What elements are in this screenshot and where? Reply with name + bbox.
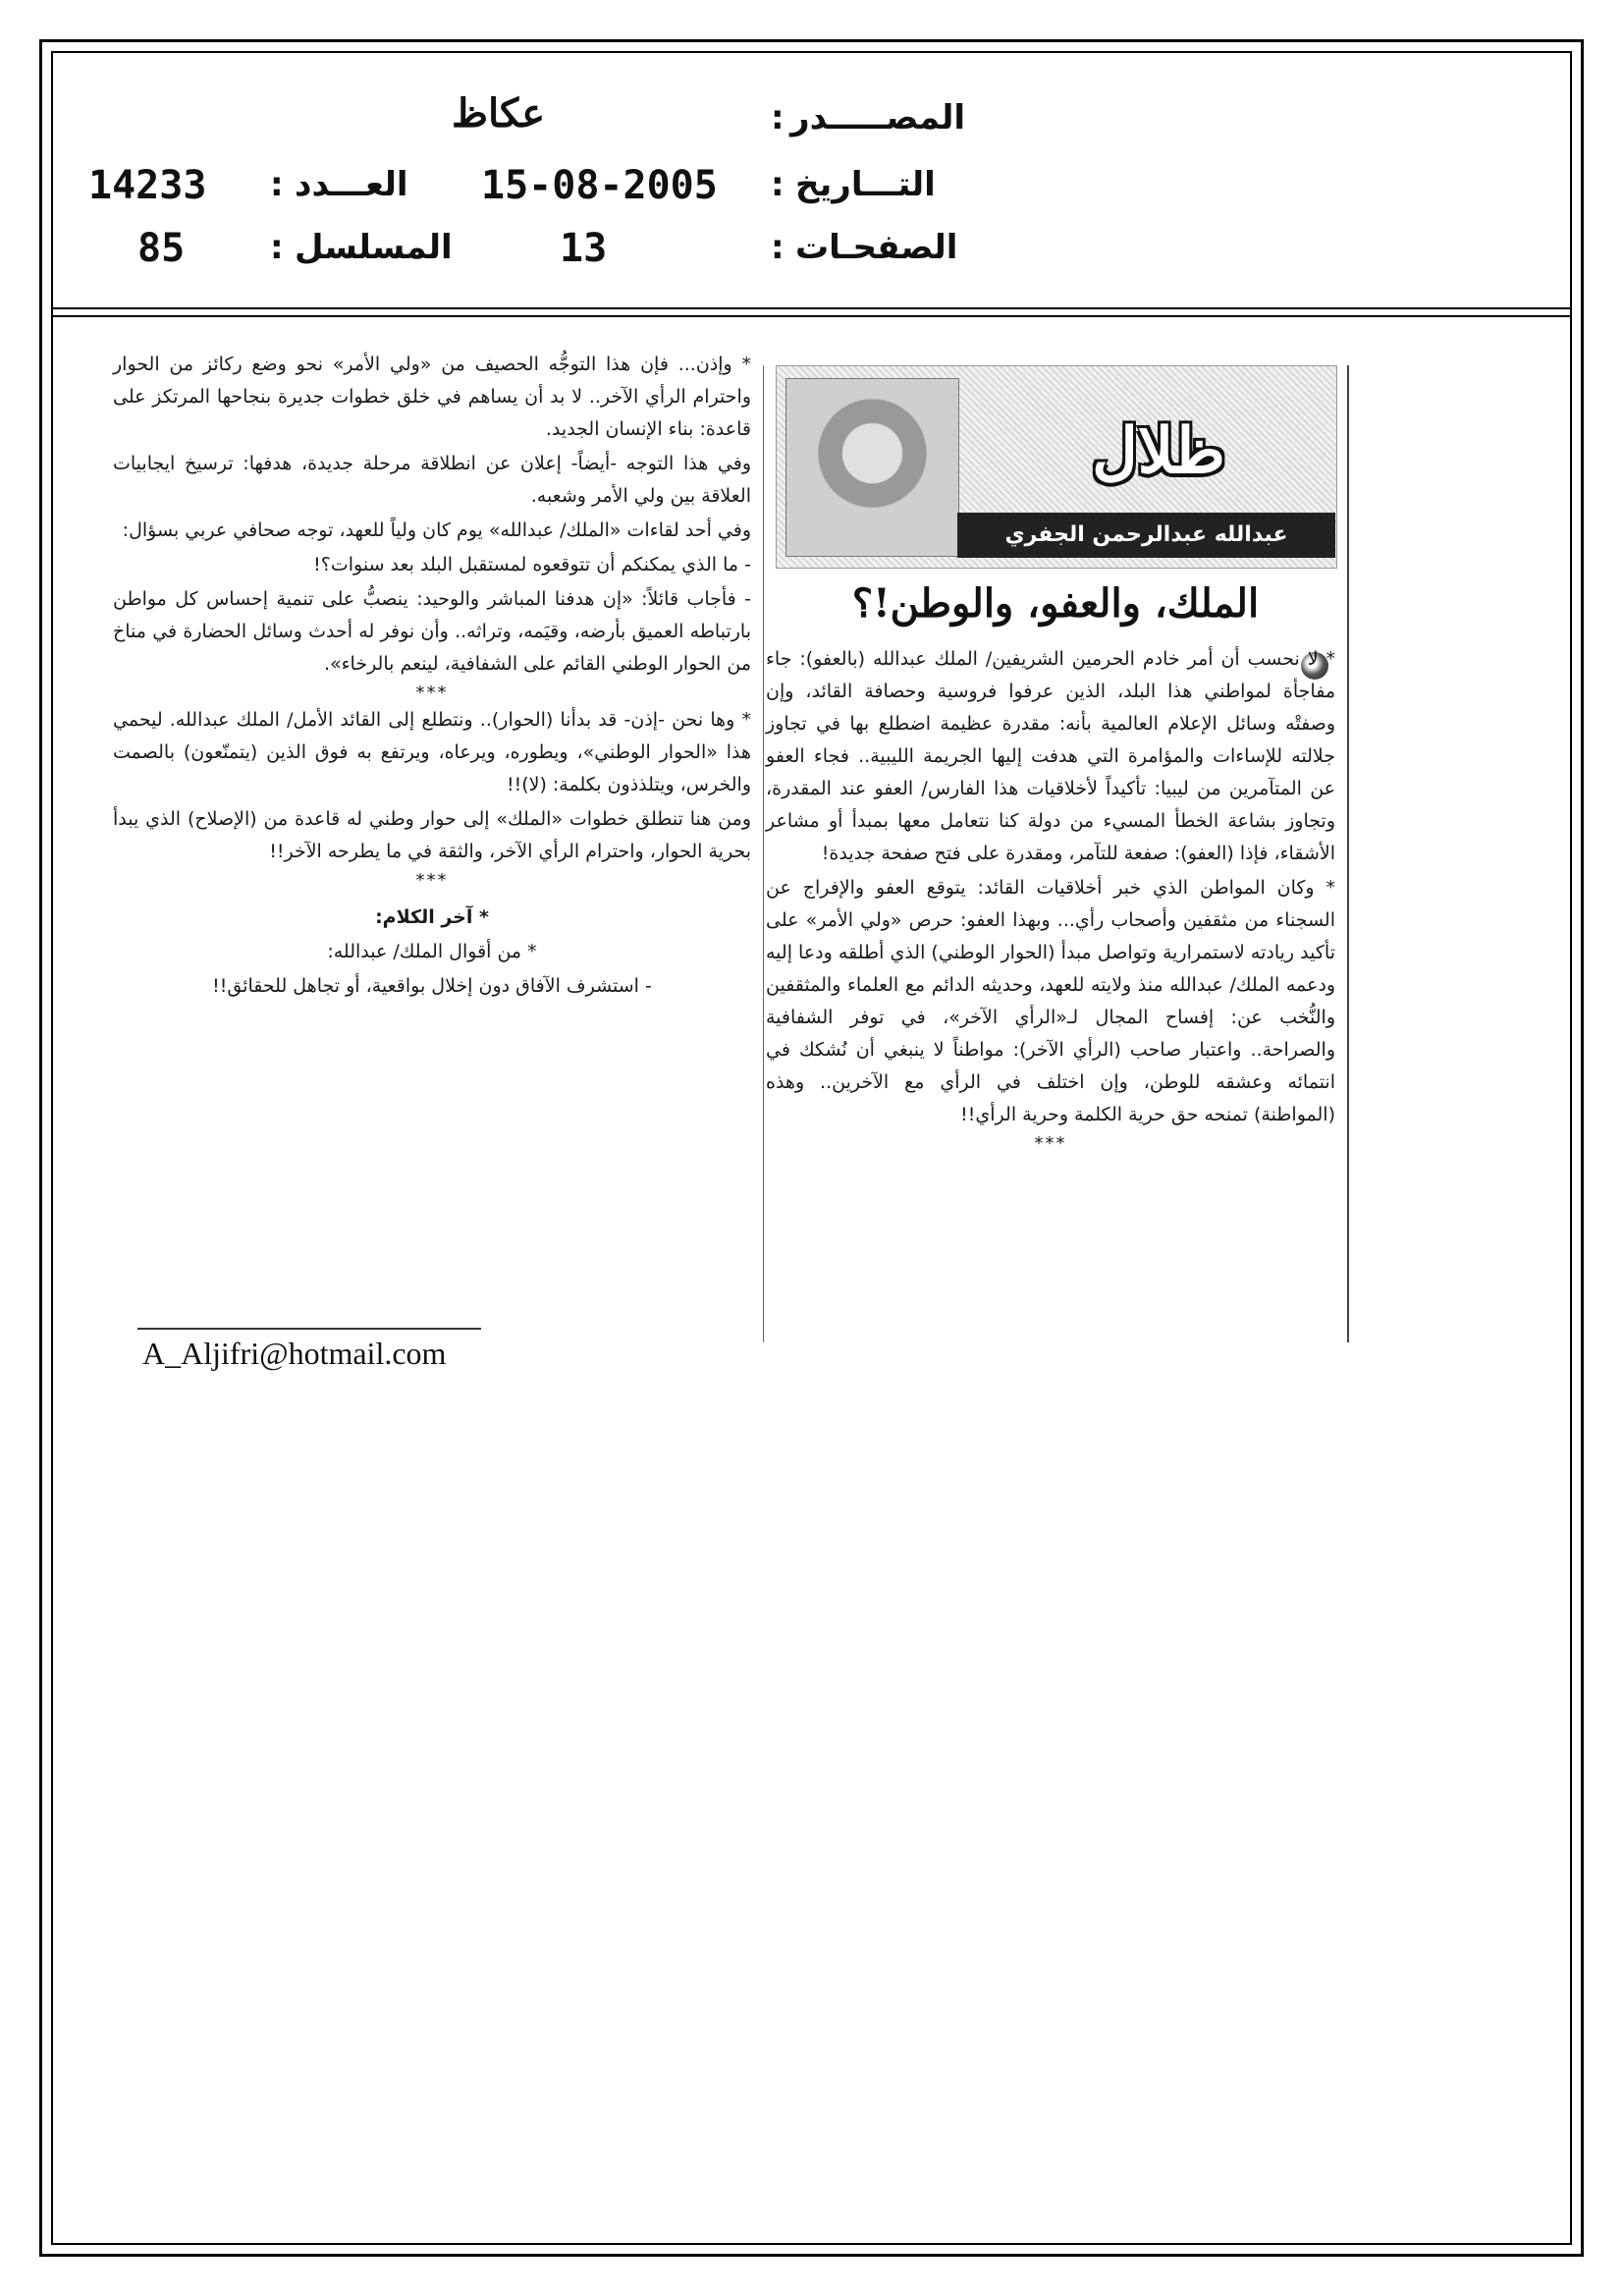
article-right-column [766, 643, 1335, 1155]
left-paragraph: وفي هذا التوجه -أيضاً- إعلان عن انطلاقة مرحلة جديدة، هدفها: ترسيخ ايجابيات العلاقة بين ولي الأمر وشعبه. [113, 453, 751, 507]
left-paragraph: وفي أحد لقاءات «الملك/ عبدالله» يوم كان ولياً للعهد، توجه صحافي عربي بسؤال: [122, 519, 751, 541]
article-headline: الملك، والعفو، والوطن!؟ [851, 580, 1260, 627]
closing-line: - استشرف الآفاق دون إخلال بواقعية، أو تجاهل للحقائق!! [212, 975, 652, 997]
author-email: A_Aljifri@hotmail.com [142, 1336, 447, 1371]
section-separator: *** [1034, 1133, 1067, 1154]
serial-label: المسلسل [295, 228, 453, 267]
source-value: عكاظ [452, 90, 546, 137]
left-paragraph: - ما الذي يمكنكم أن تتوقعوه لمستقبل البلد بعد سنوات؟! [313, 554, 751, 575]
closing-line: * من أقوال الملك/ عبدالله: [327, 941, 537, 962]
source-colon: : [771, 98, 784, 137]
header-divider [51, 307, 1572, 309]
date-label: التـــاريخ [795, 165, 936, 204]
source-label: المصـــــدر [790, 98, 966, 137]
author-photo [785, 378, 959, 557]
left-paragraph: - فأجاب قائلاً: «إن هدفنا المباشر والوحيد: ينصبُّ على تنمية إحساس كل مواطن بارتباطه العميق بأرضه، وقيَمه، وتراثه.. وأن نوفر له أحدث وسائل الحضارة في مناخ من الحوار الوطني القائم على الشفافية، لينعم بالرخاء». [113, 588, 751, 675]
pages-value: 13 [560, 226, 608, 271]
date-colon: : [771, 165, 784, 204]
issue-colon: : [270, 165, 284, 204]
issue-value: 14233 [88, 163, 207, 208]
closing-title: * آخر الكلام: [375, 906, 489, 928]
author-name: عبدالله عبدالرحمن الجفري [957, 513, 1335, 558]
article-left-column [113, 349, 751, 1005]
pages-colon: : [771, 228, 784, 267]
issue-label: العـــدد [295, 165, 408, 204]
serial-value: 85 [137, 226, 186, 271]
pages-label: الصفحـات [795, 228, 958, 267]
column-rule-middle [763, 365, 764, 1342]
right-paragraph: * لا نحسب أن أمر خادم الحرمين الشريفين/ الملك عبدالله (بالعفو): جاء مفاجأة لمواطني هذا البلد، الذين عرفوا فروسية وحصافة القائد، وإن وصفتْه وسائل الإعلام العالمية بأنه: مقدرة عظيمة اضطلع بها في تجاوز جلالته للإساءات والمؤامرة التي هدفت إليها الجريمة الليبية.. فجاء العفو عن المتآمرين من ليبيا: تأكيداً لأخلاقيات هذا الفارس/ العفو عند المقدرة، وتجاوز بشاعة الخطأ المسيء من دولة كنا نتعامل معها بمبدأ أو مشاعر الأشقاء، فإذا (العفو): صفعة للتآمر، ومقدرة على فتح صفحة جديدة! [766, 648, 1335, 864]
date-value: 15-08-2005 [481, 163, 718, 208]
section-separator: *** [415, 870, 449, 891]
header-divider-2 [51, 315, 1572, 317]
right-paragraph: * وكان المواطن الذي خبر أخلاقيات القائد: يتوقع العفو والإفراج عن السجناء من مثقفين وأصحاب رأي... وبهذا العفو: حرص «ولي الأمر» على تأكيد ريادته لاستمرارية وتواصل مبدأ (الحوار الوطني) الذي أطلقه ودعا إليه ودعمه الملك/ عبدالله منذ ولايته للعهد، وحديثه الدائم مع العلماء والمثقفين والنُّخب عن: إفساح المجال لـ«الرأي الآخر»، في توفر الشفافية والصراحة.. واعتبار صاحب (الرأي الآخر): مواطناً لا ينبغي أن نُشكك في انتمائه وعشقه للوطن، وإن اختلف في الرأي مع الآخرين.. وهذه (المواطنة) تمنحه حق حرية الكلمة وحرية الرأي!! [766, 877, 1335, 1125]
signature-rule [137, 1328, 481, 1330]
section-separator: *** [415, 683, 449, 703]
column-title: ظلال [1092, 414, 1225, 488]
serial-colon: : [270, 228, 284, 267]
left-paragraph: ومن هنا تنطلق خطوات «الملك» إلى حوار وطني له قاعدة من (الإصلاح) الذي يبدأ بحرية الحوار، واحترام الرأي الآخر، والثقة في ما يطرحه الآخر!! [113, 808, 751, 862]
left-paragraph: * وها نحن -إذن- قد بدأنا (الحوار).. ونتطلع إلى القائد الأمل/ الملك عبدالله. ليحمي هذا «الحوار الوطني»، ويطوره، ويرعاه، ويرتفع به فوق الذين (يتمنّعون) بالصمت والخرس، ويتلذذون بكلمة: (لا)!! [113, 709, 751, 795]
left-paragraph: * وإذن... فإن هذا التوجُّه الحصيف من «ولي الأمر» نحو وضع ركائز من الحوار واحترام الرأي الآخر.. لا بد أن يساهم في خلق خطوات جديرة بنجاحها المرتكز على قاعدة: بناء الإنسان الجديد. [113, 354, 751, 440]
column-rule-right [1347, 365, 1349, 1342]
